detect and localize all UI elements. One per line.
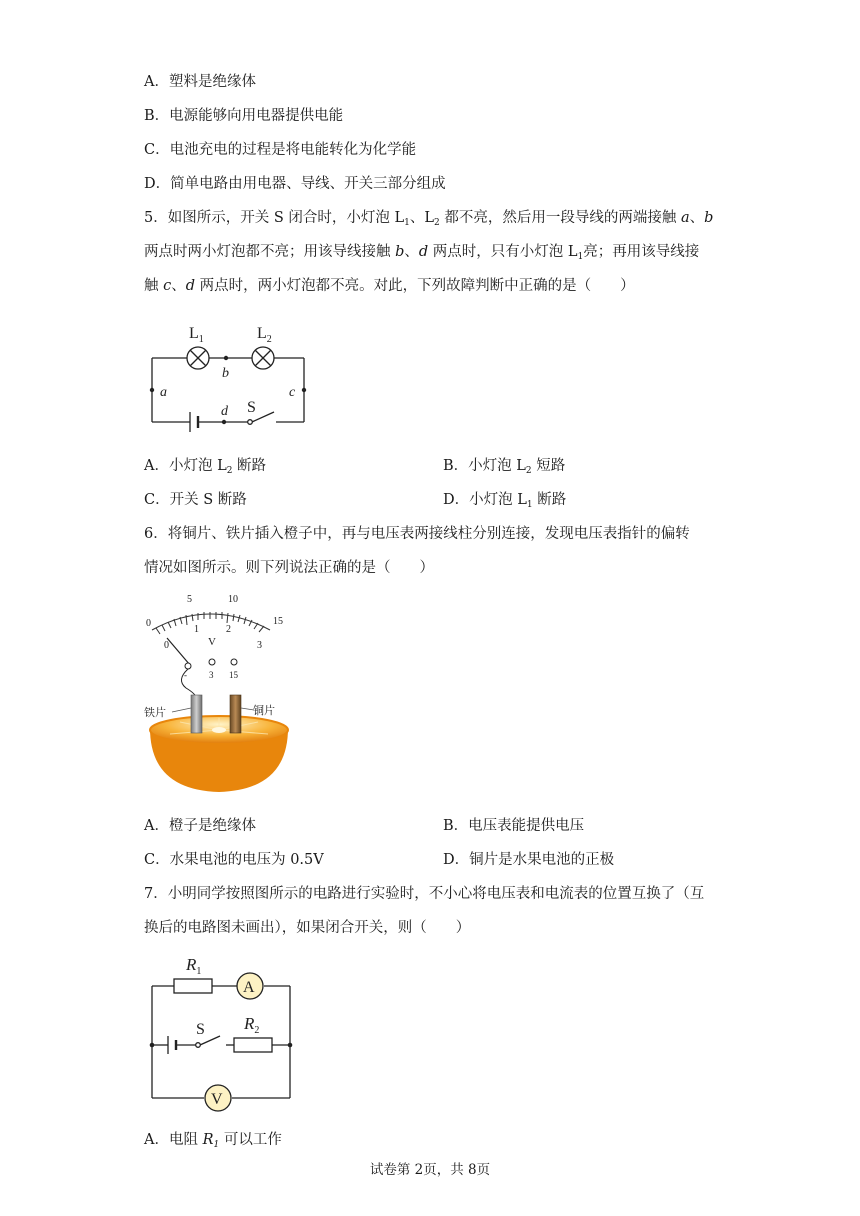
q6-option-a: A．橙子是绝缘体 (144, 818, 256, 834)
q5-option-d: D．小灯泡 $L_1$ 断路 (443, 492, 567, 510)
scale-inner-0: 0 (164, 640, 169, 651)
page-footer: 试卷第 2页，共 8页 (369, 1162, 491, 1178)
copper-label: 铜片 (253, 705, 275, 717)
scale-outer-15: 15 (273, 616, 283, 627)
q4-option-a: A．塑料是绝缘体 (144, 74, 256, 90)
scale-outer-10: 10 (228, 594, 238, 605)
svg-text:-: - (184, 670, 187, 680)
terminal-negative (185, 663, 191, 669)
q6-option-c: C．水果电池的电压为 0.5V (144, 852, 324, 868)
junction-c (302, 388, 306, 392)
switch-label: S (196, 1021, 205, 1038)
dial-ticks (156, 612, 264, 634)
q7-circuit-diagram (140, 948, 300, 1118)
terminal-15 (231, 659, 237, 665)
q6-fruit-battery-figure (140, 590, 300, 800)
lead-wire (181, 669, 196, 698)
q4-option-b: B．电源能够向用电器提供电能 (144, 108, 344, 124)
scale-outer-5: 5 (187, 594, 192, 605)
scale-outer-0: 0 (146, 618, 151, 629)
r1-label: $R_1$ (186, 955, 202, 977)
iron-label: 铁片 (144, 707, 166, 719)
q6-stem-line2: 情况如图所示。则下列说法正确的是（ ） (144, 560, 434, 576)
unit-label: V (208, 636, 216, 648)
iron-plate (191, 695, 202, 733)
junction-d (222, 420, 226, 424)
q5-stem-line1: 5．如图所示，开关 S 闭合时，小灯泡 $L_1$、$L_2$ 都不亮，然后用一段导线的两端接触 a、b (144, 210, 714, 228)
q5-stem-line2: 两点时两小灯泡都不亮；用该导线接触 b、d 两点时，只有小灯泡 $L_1$亮；再用该导线接 (144, 244, 700, 262)
q4-option-d: D．简单电路由用电器、导线、开关三部分组成 (144, 176, 446, 192)
q4-option-c: C．电池充电的过程是将电能转化为化学能 (144, 142, 417, 158)
point-d-label: d (221, 404, 228, 419)
ammeter-label: A (243, 979, 255, 996)
q6-option-d: D．铜片是水果电池的正极 (443, 852, 615, 868)
q5-option-a: A．小灯泡 $L_2$ 断路 (144, 458, 267, 476)
lamp1-label: $L_1$ (189, 325, 204, 345)
terminal-3 (209, 659, 215, 665)
point-b-label: b (222, 366, 229, 381)
svg-text:3: 3 (209, 670, 214, 680)
q5-stem-line3: 触 c、d 两点时，两小灯泡都不亮。对此，下列故障判断中正确的是（ ） (144, 278, 635, 294)
needle (167, 638, 190, 665)
point-c-label: c (289, 385, 296, 400)
copper-plate (230, 695, 241, 733)
svg-text:15: 15 (229, 670, 238, 680)
point-a-label: a (160, 385, 167, 400)
q5-circuit-diagram (140, 318, 320, 440)
switch-label: S (247, 399, 256, 416)
voltmeter-label: V (211, 1091, 223, 1108)
scale-inner-3: 3 (257, 640, 262, 651)
r2-label: $R_2$ (244, 1014, 260, 1036)
scale-inner-1: 1 (194, 624, 199, 635)
q7-option-a: A．电阻 $R_1$ 可以工作 (144, 1132, 282, 1150)
q5-option-b: B．小灯泡 $L_2$ 短路 (443, 458, 566, 476)
q7-stem-line2: 换后的电路图未画出），如果闭合开关，则（ ） (144, 920, 471, 936)
q5-option-c: C．开关 S 断路 (144, 492, 247, 508)
q7-stem-line1: 7．小明同学按照图所示的电路进行实验时，不小心将电压表和电流表的位置互换了（互 (144, 886, 705, 902)
scale-inner-2: 2 (226, 624, 231, 635)
q6-stem-line1: 6．将铜片、铁片插入橙子中，再与电压表两接线柱分别连接，发现电压表指针的偏转 (144, 526, 690, 542)
q6-option-b: B．电压表能提供电压 (443, 818, 585, 834)
lamp2-label: $L_2$ (257, 325, 272, 345)
junction-b (224, 356, 228, 360)
junction-a (150, 388, 154, 392)
